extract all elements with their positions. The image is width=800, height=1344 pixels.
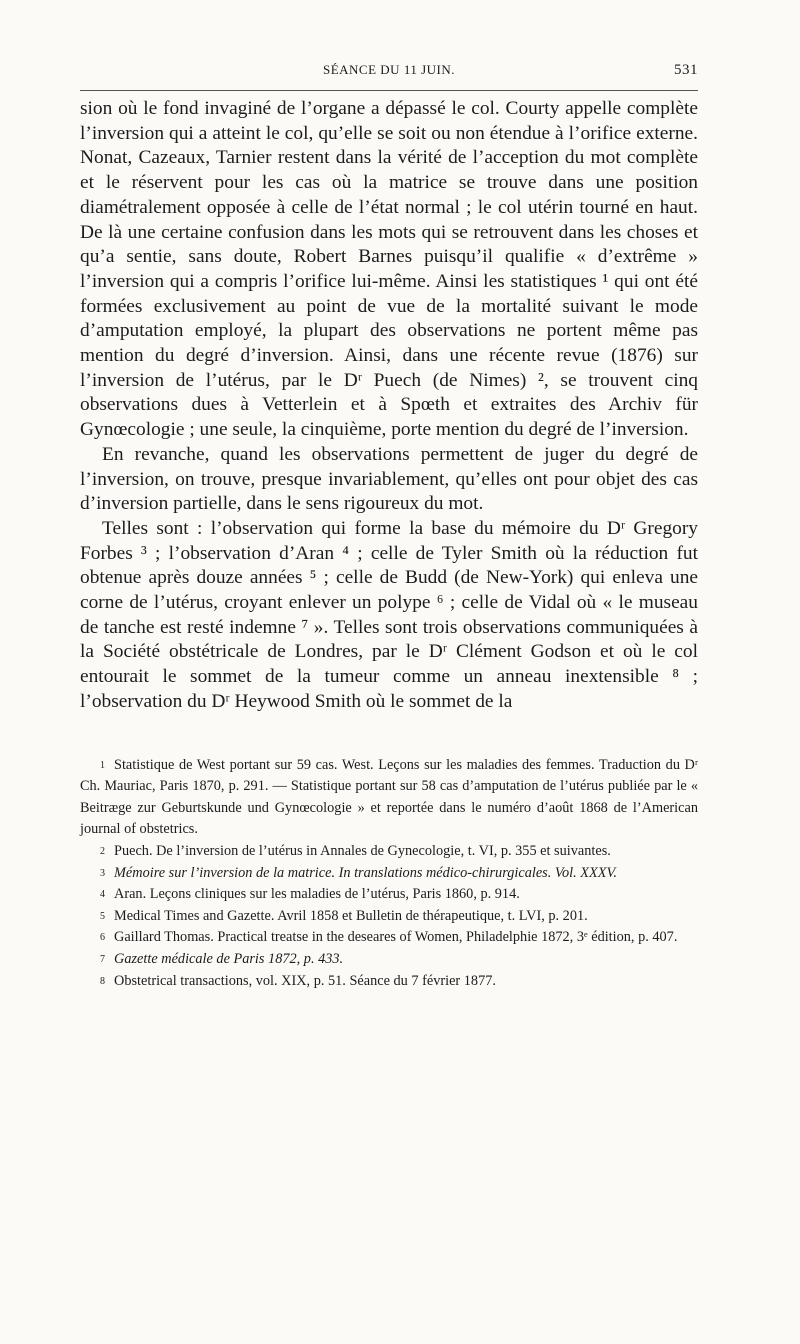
book-page: [80, 58, 698, 992]
footnote-text: Aran. Leçons cliniques sur les maladies de l’utérus, Paris 1860, p. 914.: [114, 886, 520, 903]
paragraph: sion où le fond invaginé de l’organe a dépassé le col. Courty appelle complète l’inversion qui a atteint le col, qu’elle se soit ou non étendue à l’orifice externe. Nonat, Cazeaux, Tarnier restent dans la vérité de l’acception du mot complète et le réservent pour les cas où la matrice se trouve dans une position diamétralement opposée à celle de l’état normal ; le col utérin tourné en haut. De là une certaine confusion dans les mots qui se retrouvent dans les choses et qu’a sentie, sans doute, Robert Barnes puisqu’il qualifie « d’extrême » l’inversion qui a compris l’orifice lui-même. Ainsi les statistiques ¹ qui ont été formées exclusivement au point de vue de la mortalité suivant le mode d’amputation employé, la plupart des observations ne portent même pas mention du degré d’inversion. Ainsi, dans une récente revue (1876) sur l’inversion de l’utérus, par le Dʳ Puech (de Nimes) ², se trouvent cinq observations dues à Vetterlein et à Spœth et extraites des Archiv für Gynœcologie ; une seule, la cinquième, porte mention du degré de l’inversion.: [80, 98, 698, 441]
footnote-text: Puech. De l’inversion de l’utérus in Annales de Gynecologie, t. VI, p. 355 et suivantes.: [114, 842, 611, 859]
footnote: [80, 906, 698, 928]
paragraph: Telles sont : l’observation qui forme la base du mémoire du Dʳ Gregory Forbes ³ ; l’observation d’Aran ⁴ ; celle de Tyler Smith où la réduction fut obtenue après douze années ⁵ ; celle de Budd (de New-York) qui enleva une corne de l’utérus, croyant enlever un polype ⁶ ; celle de Vidal où « le museau de tanche est resté indemne ⁷ ». Telles sont trois observations communiquées à la Société obstétricale de Londres, par le Dʳ Clément Godson et où le col entourait le sommet de la tumeur comme un anneau inextensible ⁸ ; l’observation du Dʳ Heywood Smith où le sommet de la: [80, 517, 698, 712]
running-title: SÉANCE DU 11 JUIN.: [322, 62, 456, 77]
footnote: [80, 884, 698, 906]
footnote: [80, 863, 698, 885]
footnote-number: 4: [100, 889, 105, 901]
footnote-number: 6: [100, 932, 105, 944]
footnote-number: 5: [100, 910, 105, 922]
footnote-text: Gazette médicale de Paris 1872, p. 433.: [114, 950, 344, 967]
footnote-text: Gaillard Thomas. Practical treatse in the deseares of Women, Philadelphie 1872, 3ᵉ édition, p. 407.: [114, 929, 678, 946]
footnote: [80, 841, 698, 863]
page-header: [80, 58, 698, 84]
footnote-text: Obstetrical transactions, vol. XIX, p. 51. Séance du 7 février 1877.: [114, 972, 496, 989]
footnote: [80, 755, 698, 841]
page-number: 531: [674, 62, 698, 78]
footnote-number: 3: [100, 867, 105, 879]
header-rule: [80, 90, 698, 91]
footnote: [80, 949, 698, 971]
footnote-number: 8: [100, 975, 105, 987]
footnote: [80, 927, 698, 949]
main-text: [80, 97, 698, 715]
paragraph: En revanche, quand les observations permettent de juger du degré de l’inversion, on trouve, presque invariablement, qu’elles ont pour objet des cas d’inversion partielle, dans le sens rigoureux du mot.: [80, 443, 698, 515]
footnote-text: Mémoire sur l’inversion de la matrice. In translations médico-chirurgicales. Vol. XXXV.: [114, 864, 617, 881]
footnote-number: 7: [100, 953, 105, 965]
footnote-text: Medical Times and Gazette. Avril 1858 et Bulletin de thérapeutique, t. LVI, p. 201.: [114, 907, 588, 924]
footnote-number: 2: [100, 845, 105, 857]
footnote: [80, 971, 698, 993]
footnote-number: 1: [100, 759, 105, 771]
footnote-text: Statistique de West portant sur 59 cas. West. Leçons sur les maladies des femmes. Traduction du Dʳ Ch. Mauriac, Paris 1870, p. 291. — Statistique portant sur 58 cas d’amputation de l’utérus publiée par le « Beitræge zur Geburtskunde und Gynœcologie » et reportée dans le numéro d’août 1868 de l’American journal of obstetrics.: [80, 756, 698, 838]
footnotes: [80, 755, 698, 993]
